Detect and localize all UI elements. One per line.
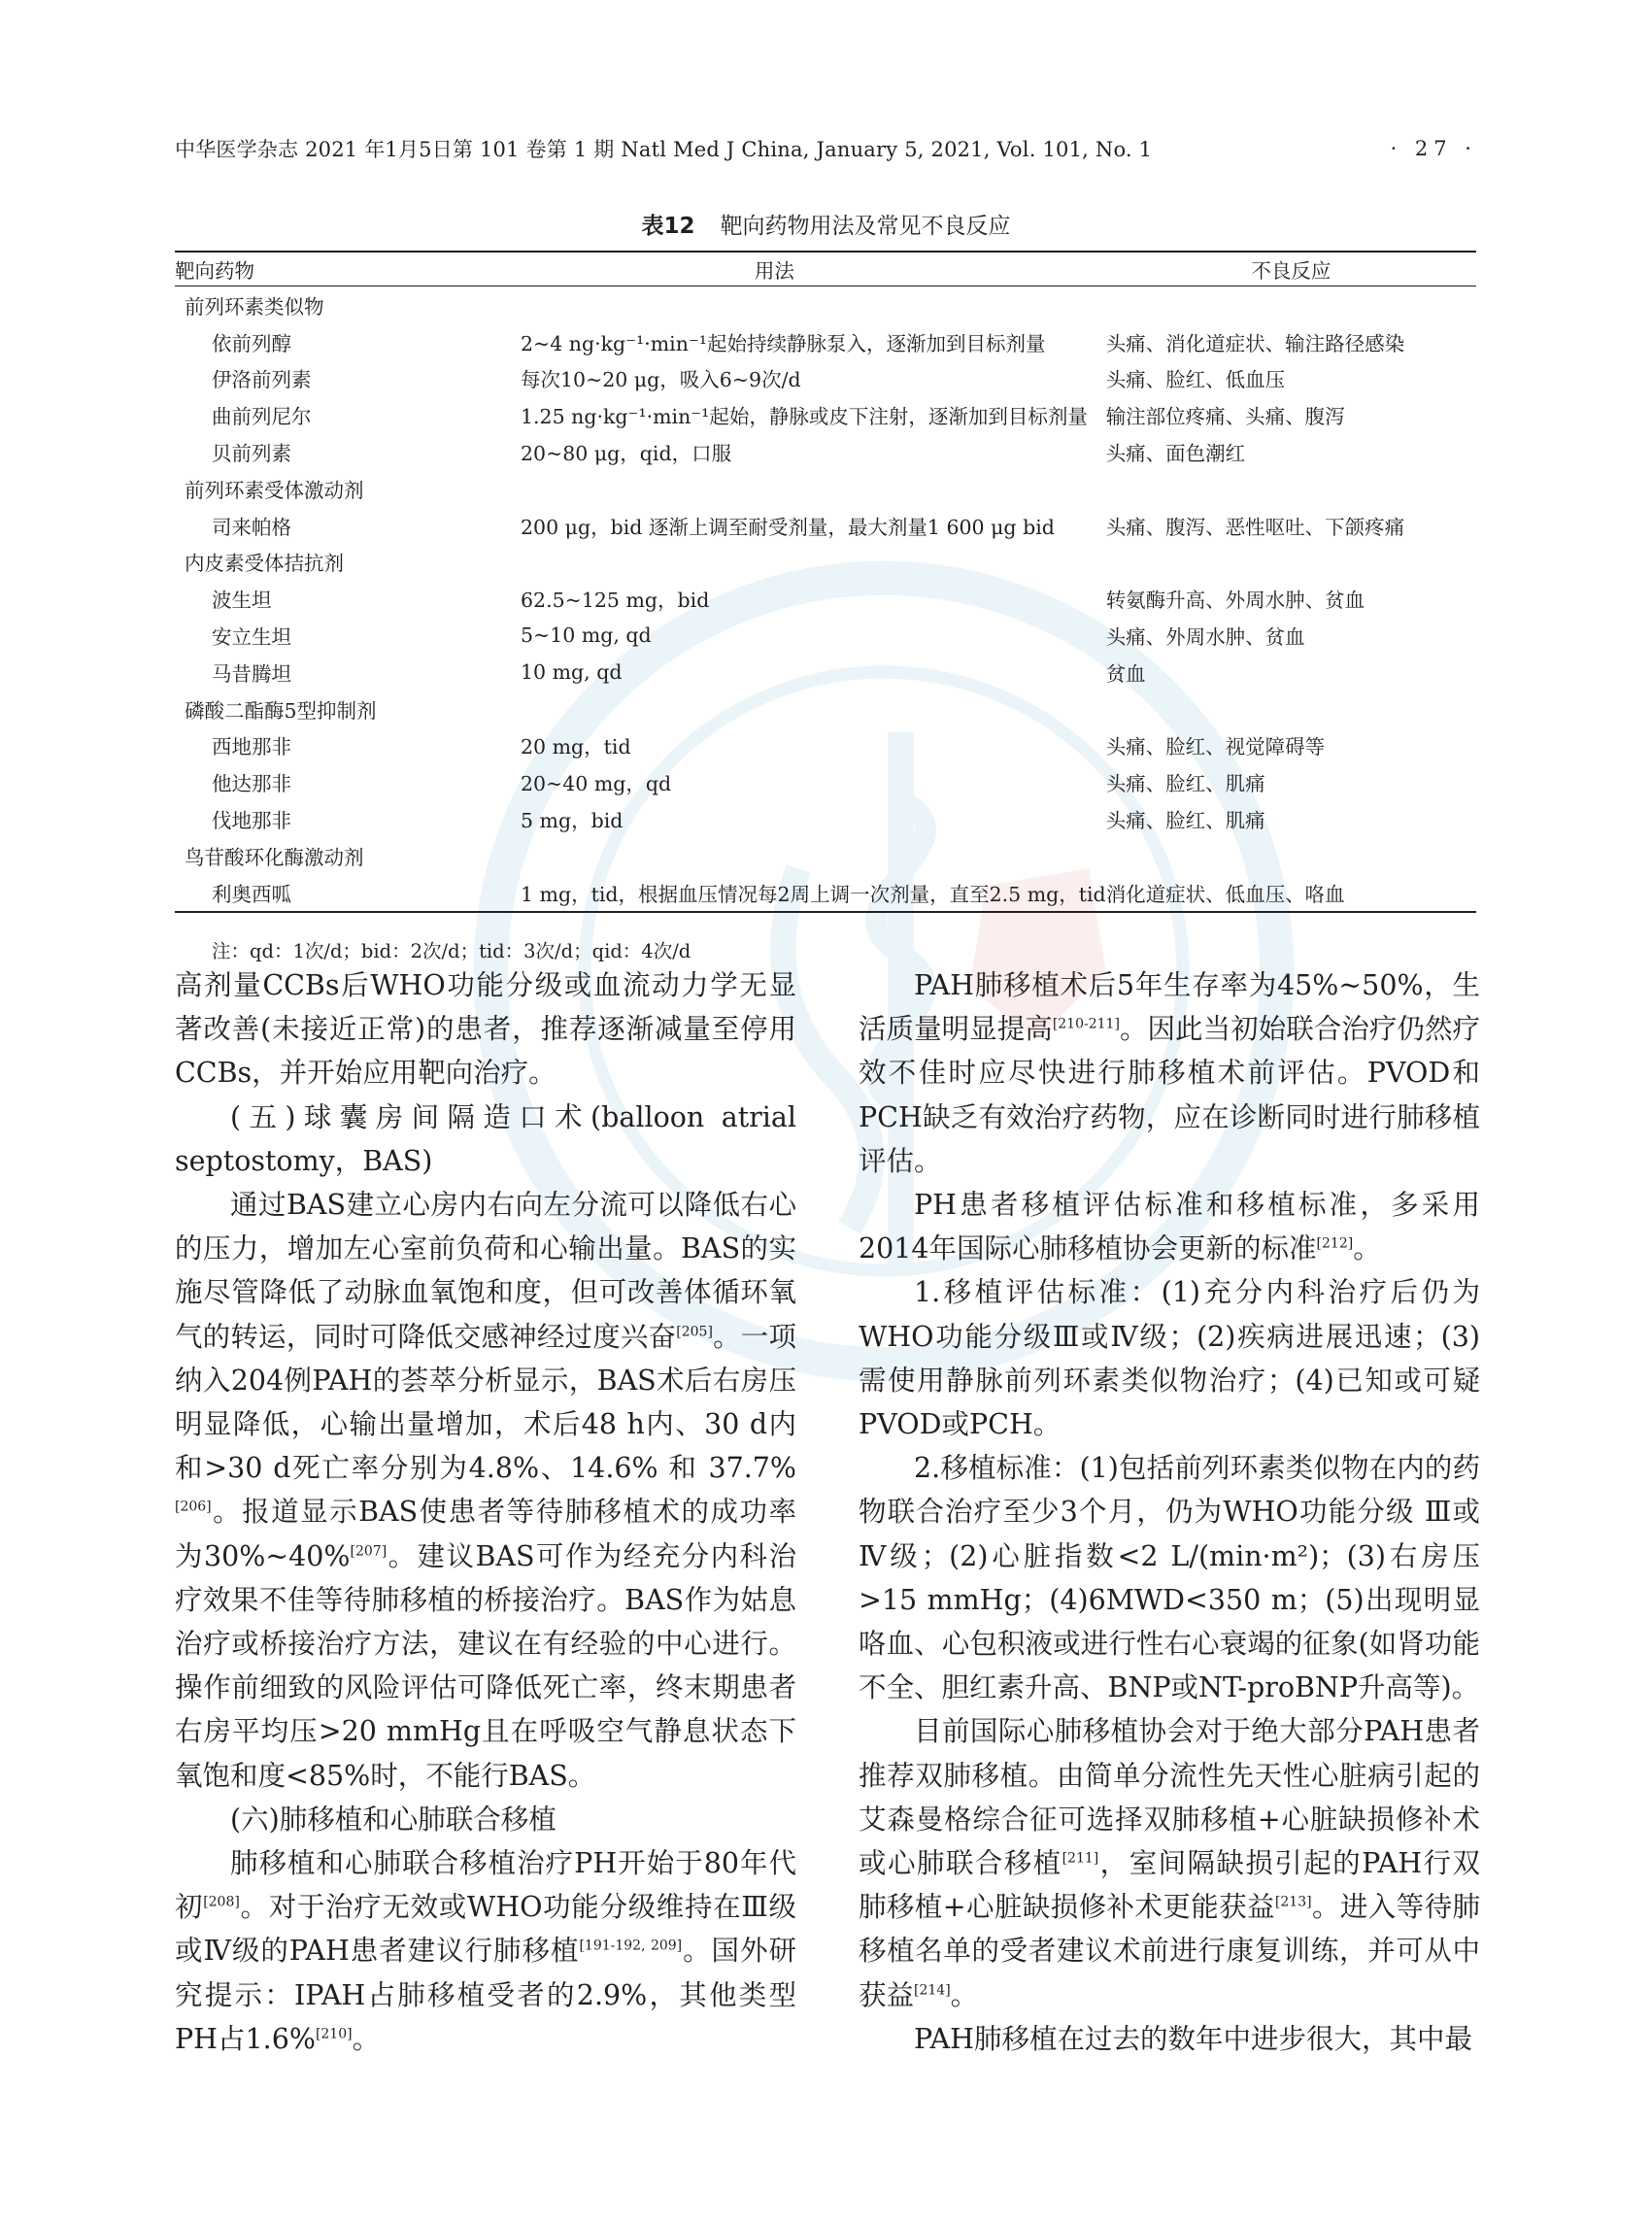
body-paragraph	[859, 1709, 1480, 2016]
usage-cell: 20 mg，tid	[521, 735, 631, 759]
body-paragraph	[859, 1183, 1480, 1270]
text-run: PH患者移植评估标准和移植标准，多采用2014年国际心肺移植协会更新的标准	[859, 1189, 1480, 1265]
usage-cell: 1 mg，tid，根据血压情况每2周上调一次剂量，直至2.5 mg，tid	[521, 874, 1106, 912]
adverse-effect-cell: 输注部位疼痛、头痛、腹泻	[1105, 405, 1345, 429]
drug-name-cell: 安立生坦	[212, 625, 291, 650]
table-row	[175, 360, 1476, 397]
journal-citation: 中华医学杂志 2021 年1月5日第 101 卷第 1 期 Natl Med J China, January 5, 2021, Vol. 101, No. 1	[175, 138, 1153, 161]
text-run: (六)肺移植和心肺联合移植	[230, 1803, 556, 1836]
drug-name-cell: 西地那非	[212, 735, 291, 759]
page-header	[175, 134, 1477, 163]
usage-cell	[521, 837, 1106, 874]
citation-ref: [208]	[203, 1894, 240, 1910]
text-run: 。	[950, 1978, 979, 2011]
adverse-effect-cell: 转氨酶升高、外周水肿、贫血	[1105, 589, 1365, 613]
body-column-right	[859, 963, 1480, 2061]
column-header-adverse: 不良反应	[1106, 252, 1476, 287]
usage-cell	[521, 470, 1106, 507]
adverse-effect-cell	[1106, 287, 1476, 323]
text-run: 通过BAS建立心房内右向左分流可以降低右心的压力，增加左心室前负荷和心输出量。BAS的实施尽管降低了动脉血氧饱和度，但可改善体循环氧气的转运，同时可降低交感神经过度兴奋	[175, 1189, 796, 1353]
usage-cell: 1.25 ng·kg⁻¹·min⁻¹起始，静脉或皮下注射，逐渐加到目标剂量	[521, 405, 1088, 429]
citation-ref: [205]	[676, 1324, 713, 1340]
adverse-effect-cell: 头痛、脸红、肌痛	[1105, 809, 1265, 833]
body-paragraph	[175, 1183, 796, 1798]
table-category-row	[175, 287, 1476, 323]
table-row	[175, 396, 1476, 433]
body-paragraph	[175, 963, 796, 1096]
usage-cell	[521, 691, 1106, 727]
table-row	[175, 433, 1476, 470]
usage-cell: 2~4 ng·kg⁻¹·min⁻¹起始持续静脉泵入，逐渐加到目标剂量	[521, 331, 1046, 355]
usage-cell: 200 μg，bid 逐渐上调至耐受剂量，最大剂量1 600 μg bid	[521, 515, 1055, 539]
drug-name-cell: 磷酸二酯酶5型抑制剂	[185, 698, 377, 723]
table-number: 表12	[641, 214, 695, 239]
drug-name-cell: 利奥西呱	[175, 874, 521, 912]
adverse-effect-cell	[1106, 544, 1476, 581]
body-paragraph	[175, 1841, 796, 2061]
section-heading	[175, 1096, 796, 1183]
usage-cell	[521, 544, 1106, 581]
adverse-effect-cell	[1106, 837, 1476, 874]
text-run: 。	[1353, 1232, 1381, 1265]
usage-cell: 10 mg, qd	[521, 659, 623, 684]
table-row	[175, 580, 1476, 617]
table-title: 靶向药物用法及常见不良反应	[720, 214, 1011, 239]
text-run: 。因此当初始联合治疗仍然疗效不佳时应尽快进行肺移植术前评估。PVOD和PCH缺乏有效治疗药物，应在诊断同时进行肺移植评估。	[859, 1013, 1480, 1177]
drug-table	[175, 251, 1476, 913]
text-run: 。建议BAS可作为经充分内科治疗效果不佳等待肺移植的桥接治疗。BAS作为姑息治疗或桥接治疗方法，建议在有经验的中心进行。操作前细致的风险评估可降低死亡率，终末期患者右房平均压>20 mmHg且在呼吸空气静息状态下氧饱和度<85%时，不能行BAS。	[175, 1539, 796, 1792]
text-run: (五)球囊房间隔造口术(balloon atrial septostomy，BAS)	[175, 1100, 796, 1177]
table-caption	[0, 208, 1652, 240]
adverse-effect-cell: 头痛、腹泻、恶性呕吐、下颌疼痛	[1105, 515, 1405, 539]
citation-ref: [206]	[175, 1499, 212, 1515]
page-number: · 27 ·	[1390, 137, 1477, 160]
drug-name-cell: 司来帕格	[212, 515, 291, 539]
usage-cell: 5~10 mg, qd	[521, 624, 652, 648]
table-row	[175, 727, 1476, 764]
column-header-drug: 靶向药物	[175, 252, 521, 287]
text-run: 高剂量CCBs后WHO功能分级或血流动力学无显著改善(未接近正常)的患者，推荐逐渐减量至停用CCBs，并开始应用靶向治疗。	[175, 969, 796, 1090]
adverse-effect-cell: 头痛、消化道症状、输注路径感染	[1105, 331, 1405, 355]
drug-name-cell: 鸟苷酸环化酶激动剂	[185, 845, 364, 869]
usage-cell: 每次10~20 μg，吸入6~9次/d	[521, 368, 801, 392]
citation-ref: [210-211]	[1052, 1016, 1120, 1032]
drug-name-cell: 马昔腾坦	[212, 661, 291, 686]
citation-ref: [207]	[350, 1543, 388, 1560]
table-category-row	[175, 691, 1476, 727]
citation-ref: [191-192, 209]	[579, 1938, 683, 1954]
table-row	[175, 323, 1476, 360]
text-run: PAH肺移植在过去的数年中进步很大，其中最	[914, 2022, 1472, 2055]
adverse-effect-cell: 头痛、脸红、低血压	[1105, 368, 1286, 392]
citation-ref: [211]	[1062, 1850, 1099, 1867]
citation-ref: [213]	[1274, 1894, 1312, 1910]
text-run: 肺移植和心肺联合移植治疗PH开始于80年代初	[175, 1847, 796, 1924]
body-paragraph	[859, 1446, 1480, 1709]
adverse-effect-cell: 头痛、脸红、肌痛	[1105, 772, 1265, 796]
adverse-effect-cell: 贫血	[1105, 661, 1146, 686]
drug-name-cell: 贝前列素	[212, 442, 291, 466]
citation-ref: [214]	[914, 1982, 951, 1999]
drug-name-cell: 曲前列尼尔	[212, 405, 312, 429]
table-header-row	[175, 252, 1476, 287]
table-body	[175, 287, 1476, 912]
usage-cell	[521, 287, 1106, 323]
table-row	[175, 617, 1476, 654]
table-note: 注：qd：1次/d；bid：2次/d；tid：3次/d；qid：4次/d	[212, 940, 691, 962]
drug-name-cell: 伊洛前列素	[212, 368, 312, 392]
body-paragraph	[859, 963, 1480, 1183]
adverse-effect-cell: 头痛、脸红、视觉障碍等	[1105, 735, 1326, 759]
drug-name-cell: 波生坦	[212, 589, 272, 613]
usage-cell: 5 mg，bid	[521, 809, 624, 833]
table-row	[175, 874, 1476, 912]
body-paragraph	[859, 1270, 1480, 1446]
drug-name-cell: 伐地那非	[212, 809, 291, 833]
usage-cell: 20~40 mg，qd	[521, 772, 672, 796]
text-run: 。对于治疗无效或WHO功能分级维持在Ⅲ级或Ⅳ级的PAH患者建议行肺移植	[175, 1891, 796, 1968]
text-run: 。国外研究提示：IPAH占肺移植受者的2.9%，其他类型PH占1.6%	[175, 1935, 796, 2055]
table-row	[175, 654, 1476, 691]
table-category-row	[175, 470, 1476, 507]
adverse-effect-cell: 头痛、面色潮红	[1105, 442, 1246, 466]
drug-name-cell: 依前列醇	[212, 331, 291, 355]
body-column-left	[175, 963, 796, 2061]
drug-name-cell: 内皮素受体拮抗剂	[185, 552, 344, 576]
text-run: ，室间隔缺损引起的PAH行双肺移植+心脏缺损修补术更能获益	[859, 1847, 1480, 1924]
text-run: 。一项纳入204例PAH的荟萃分析显示，BAS术后右房压明显降低，心输出量增加，术后48 h内、30 d内和>30 d死亡率分别为4.8%、14.6% 和 37.7%	[175, 1320, 796, 1485]
text-run: 。	[352, 2022, 381, 2055]
drug-name-cell: 前列环素受体激动剂	[185, 478, 364, 502]
adverse-effect-cell: 消化道症状、低血压、咯血	[1106, 874, 1476, 912]
adverse-effect-cell	[1106, 470, 1476, 507]
drug-name-cell: 他达那非	[212, 772, 291, 796]
drug-name-cell: 前列环素类似物	[185, 294, 324, 319]
text-run: 。进入等待肺移植名单的受者建议术前进行康复训练，并可从中获益	[859, 1891, 1480, 2011]
column-header-usage: 用法	[521, 252, 1106, 287]
table-row	[175, 800, 1476, 837]
table-category-row	[175, 837, 1476, 874]
table-row	[175, 507, 1476, 544]
section-heading	[175, 1798, 796, 1841]
text-run: 。报道显示BAS使患者等待肺移植术的成功率为30%~40%	[175, 1496, 796, 1572]
adverse-effect-cell: 头痛、外周水肿、贫血	[1105, 625, 1305, 650]
text-run: PAH肺移植术后5年生存率为45%~50%，生活质量明显提高	[859, 969, 1480, 1046]
body-paragraph	[859, 2017, 1480, 2061]
text-run: 目前国际心肺移植协会对于绝大部分PAH患者推荐双肺移植。由简单分流性先天性心脏病引起的艾森曼格综合征可选择双肺移植+心脏缺损修补术或心肺联合移植	[859, 1715, 1480, 1880]
usage-cell: 20~80 μg，qid，口服	[521, 442, 732, 466]
text-run: 2.移植标准：(1)包括前列环素类似物在内的药物联合治疗至少3个月，仍为WHO功能分级 Ⅲ或Ⅳ级；(2)心脏指数<2 L/(min·m²)；(3)右房压>15 mmHg；(4)6MWD<350 m；(5)出现明显咯血、心包积液或进行性右心衰竭的征象(如肾功能不全、胆红素升高、BNP或NT-proBNP升高等)。	[859, 1452, 1480, 1704]
adverse-effect-cell	[1106, 691, 1476, 727]
table-category-row	[175, 544, 1476, 581]
citation-ref: [210]	[315, 2026, 353, 2042]
citation-ref: [212]	[1316, 1235, 1354, 1252]
text-run: 1.移植评估标准：(1)充分内科治疗后仍为WHO功能分级Ⅲ或Ⅳ级；(2)疾病进展迅速；(3)需使用静脉前列环素类似物治疗；(4)已知或可疑PVOD或PCH。	[859, 1276, 1480, 1441]
table-row	[175, 763, 1476, 800]
usage-cell: 62.5~125 mg，bid	[521, 589, 710, 613]
